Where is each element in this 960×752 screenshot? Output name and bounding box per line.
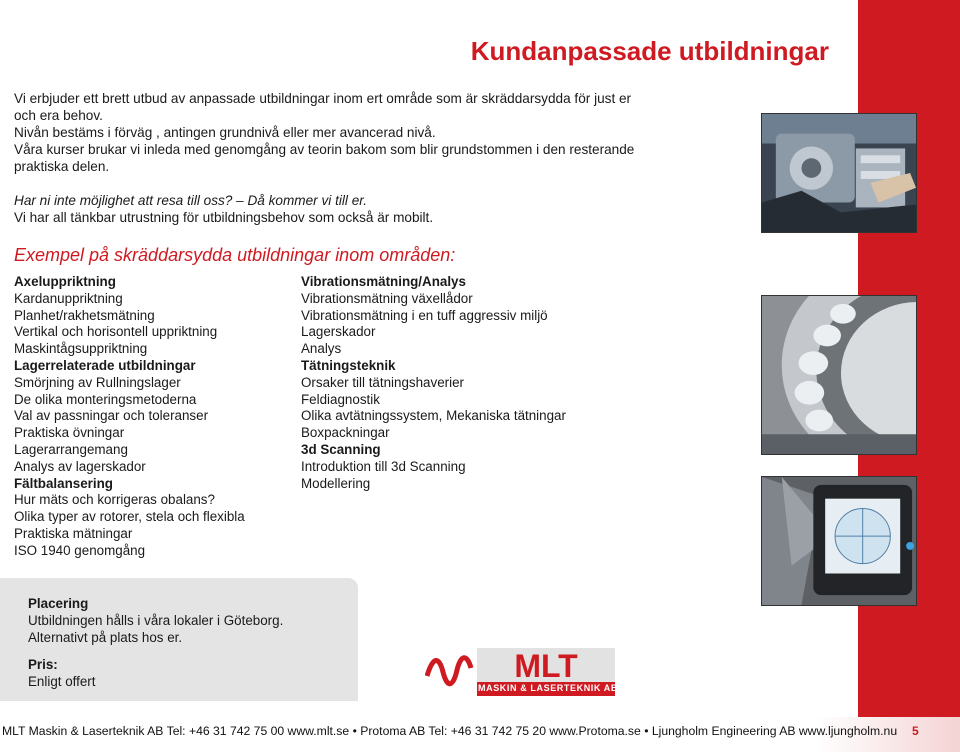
spacer [28, 646, 348, 656]
list-item: Orsaker till tätningshaverier [301, 374, 464, 390]
list-item: Vertikal och horisontell uppriktning [14, 324, 218, 340]
intro-line: praktiska delen. [14, 159, 110, 174]
page-title: Kundanpassade utbildningar [470, 36, 829, 66]
placering-line: Alternativt på plats hos er. [28, 630, 183, 645]
list-item: Lagerarrangemang [14, 441, 128, 457]
travel-question: Har ni inte möjlighet att resa till oss? – Då kommer vi till er. [14, 193, 368, 208]
footer-contact-text: MLT Maskin & Laserteknik AB Tel: +46 31 742 75 00 www.mlt.se • Protoma AB Tel: +46 31 742 75 20 www.Protoma.se • Ljungholm Engineering AB www.ljungholm.nu [2, 724, 898, 738]
placering-heading: Placering [28, 596, 89, 611]
examples-left-column [14, 274, 294, 560]
spacer [14, 175, 714, 192]
section-head: 3d Scanning [301, 441, 381, 457]
section-head: Fältbalansering [14, 475, 113, 491]
list-item: De olika monteringsmetoderna [14, 391, 197, 407]
section-head: Tätningsteknik [301, 357, 396, 373]
list-item: Vibrationsmätning i en tuff aggressiv miljö [301, 307, 548, 323]
mobile-equipment-line: Vi har all tänkbar utrustning för utbildningsbehov som också är mobilt. [14, 210, 434, 225]
list-item: ISO 1940 genomgång [14, 542, 146, 558]
list-item: Olika avtätningssystem, Mekaniska tätningar [301, 408, 566, 424]
engine-photo [761, 113, 917, 233]
measuring-device-photo [761, 476, 917, 606]
list-item: Lagerskador [301, 324, 376, 340]
placering-line: Utbildningen hålls i våra lokaler i Göteborg. [28, 613, 284, 628]
list-item: Praktiska övningar [14, 425, 125, 441]
list-item: Analys [301, 341, 342, 357]
list-item: Smörjning av Rullningslager [14, 374, 181, 390]
bearing-photo [761, 295, 917, 455]
examples-heading: Exempel på skräddarsydda utbildningar inom områden: [14, 245, 456, 265]
list-item: Introduktion till 3d Scanning [301, 458, 466, 474]
list-item: Val av passningar och toleranser [14, 408, 209, 424]
engine-image [762, 114, 916, 232]
list-item: Maskintågsuppriktning [14, 341, 148, 357]
list-item: Modellering [301, 475, 371, 491]
list-item: Vibrationsmätning växellådor [301, 290, 473, 306]
pris-value: Enligt offert [28, 674, 96, 689]
device-image [762, 477, 916, 605]
list-item: Boxpackningar [301, 425, 390, 441]
section-head: Vibrationsmätning/Analys [301, 274, 466, 289]
footer [0, 717, 960, 752]
section-head: Axeluppriktning [14, 274, 116, 289]
intro-line: Vi erbjuder ett brett utbud av anpassade utbildningar inom ert område som är skräddarsydda för just er [14, 91, 632, 106]
list-item: Analys av lagerskador [14, 458, 146, 474]
list-item: Olika typer av rotorer, stela och flexibla [14, 509, 245, 525]
logo-tagline: MASKIN & LASERTEKNIK AB [478, 683, 618, 693]
list-item: Hur mäts och korrigeras obalans? [14, 492, 215, 508]
bearing-image [762, 296, 916, 454]
intro-line: Nivån bestäms i förväg , antingen grundnivå eller mer avancerad nivå. [14, 125, 436, 140]
list-item: Praktiska mätningar [14, 525, 133, 541]
intro-line: Våra kurser brukar vi inleda med genomgång av teorin bakom som blir grundstommen i den resterande [14, 142, 635, 157]
section-head: Lagerrelaterade utbildningar [14, 357, 196, 373]
examples-right-column [301, 274, 601, 492]
page-number: 5 [912, 724, 919, 738]
list-item: Kardanuppriktning [14, 290, 123, 306]
intro-text [14, 90, 714, 226]
pris-heading: Pris: [28, 657, 58, 672]
mlt-logo-wave [427, 658, 471, 684]
list-item: Planhet/rakhetsmätning [14, 307, 155, 323]
mlt-logo-wordmark: MLT [514, 648, 578, 684]
intro-line: och era behov. [14, 108, 103, 123]
info-box-text [28, 595, 348, 690]
list-item: Feldiagnostik [301, 391, 380, 407]
